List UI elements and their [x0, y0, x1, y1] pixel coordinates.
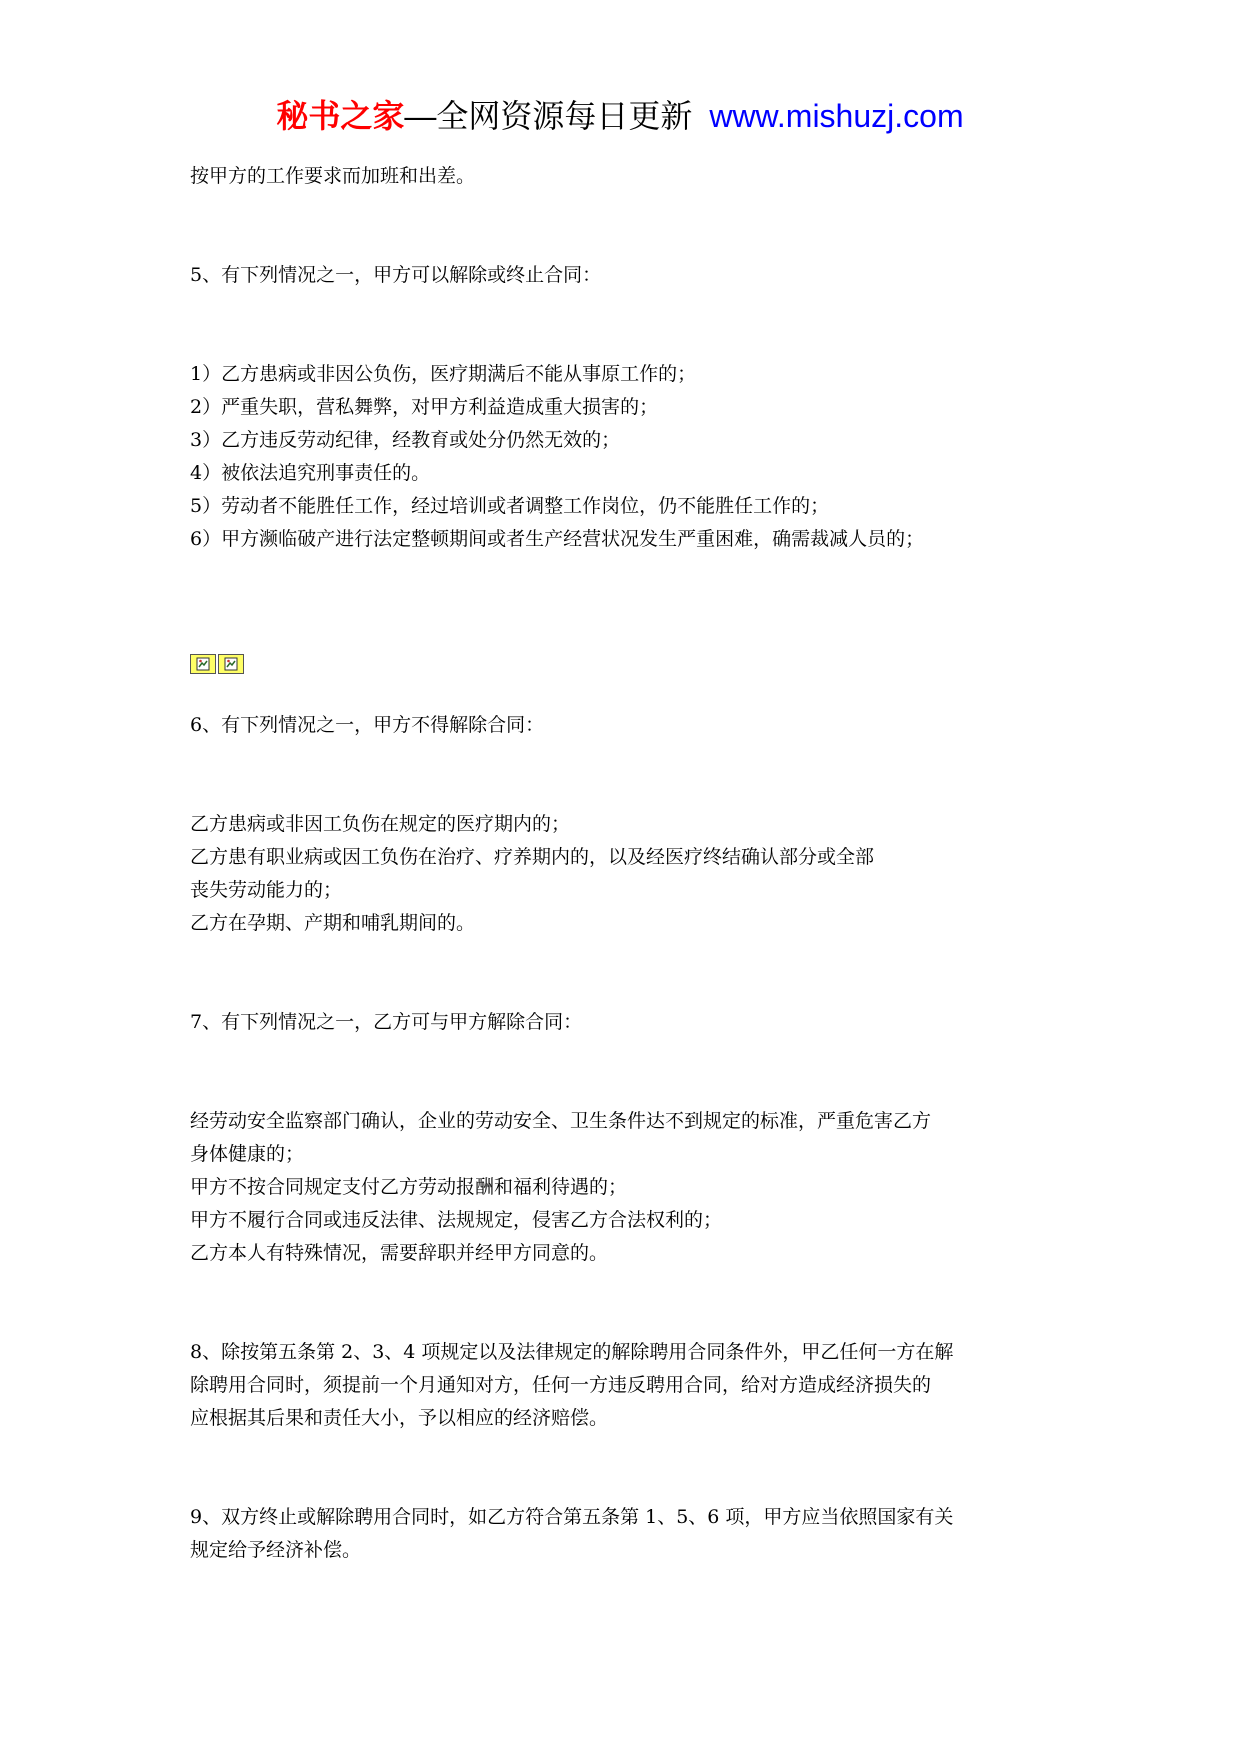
section-7-list — [190, 1105, 1070, 1270]
section-6-list — [190, 808, 1070, 940]
section-5-title: 5、有下列情况之一，甲方可以解除或终止合同： — [190, 264, 602, 286]
list-item: 乙方患病或非因工负伤在规定的医疗期内的； — [190, 813, 571, 835]
section-9-paragraph — [190, 1501, 1070, 1567]
section-8-paragraph — [190, 1336, 1070, 1435]
section-6-title: 6、有下列情况之一，甲方不得解除合同： — [190, 714, 545, 736]
list-item: 2）严重失职，营私舞弊，对甲方利益造成重大损害的； — [190, 396, 659, 418]
list-item: 6）甲方濒临破产进行法定整顿期间或者生产经营状况发生严重困难，确需裁减人员的； — [190, 528, 925, 550]
document-body — [190, 160, 1070, 1567]
embedded-image-placeholders — [190, 652, 1070, 676]
list-item: 丧失劳动能力的； — [190, 879, 343, 901]
broken-image-icon — [190, 654, 216, 674]
header-slogan: —全网资源每日更新 — [404, 98, 693, 134]
paragraph-line: 9、双方终止或解除聘用合同时，如乙方符合第五条第 1、5、6 项，甲方应当依照国家有关 — [190, 1506, 954, 1528]
list-item: 1）乙方患病或非因公负伤，医疗期满后不能从事原工作的； — [190, 363, 697, 385]
paragraph-line: 除聘用合同时，须提前一个月通知对方，任何一方违反聘用合同，给对方造成经济损失的 — [190, 1374, 932, 1396]
list-item: 乙方本人有特殊情况，需要辞职并经甲方同意的。 — [190, 1242, 609, 1264]
paragraph-line: 应根据其后果和责任大小，予以相应的经济赔偿。 — [190, 1407, 609, 1429]
list-item: 身体健康的； — [190, 1143, 305, 1165]
intro-line: 按甲方的工作要求而加班和出差。 — [190, 165, 476, 187]
list-item: 甲方不履行合同或违反法律、法规规定，侵害乙方合法权利的； — [190, 1209, 723, 1231]
broken-image-icon — [218, 654, 244, 674]
section-7-title: 7、有下列情况之一，乙方可与甲方解除合同： — [190, 1011, 583, 1033]
paragraph-line: 规定给予经济补偿。 — [190, 1539, 362, 1561]
list-item: 乙方在孕期、产期和哺乳期间的。 — [190, 912, 476, 934]
list-item: 乙方患有职业病或因工负伤在治疗、疗养期内的，以及经医疗终结确认部分或全部 — [190, 846, 875, 868]
list-item: 甲方不按合同规定支付乙方劳动报酬和福利待遇的； — [190, 1176, 628, 1198]
list-item: 3）乙方违反劳动纪律，经教育或处分仍然无效的； — [190, 429, 621, 451]
brand-name: 秘书之家 — [276, 98, 405, 134]
list-item: 经劳动安全监察部门确认，企业的劳动安全、卫生条件达不到规定的标准，严重危害乙方 — [190, 1110, 932, 1132]
list-item: 5）劳动者不能胜任工作，经过培训或者调整工作岗位，仍不能胜任工作的； — [190, 495, 830, 517]
site-url-link[interactable]: www.mishuzj.com — [709, 98, 964, 134]
site-header — [0, 96, 1240, 136]
paragraph-line: 8、除按第五条第 2、3、4 项规定以及法律规定的解除聘用合同条件外，甲乙任何一方在解 — [190, 1341, 954, 1363]
section-5-list — [190, 358, 1070, 556]
list-item: 4）被依法追究刑事责任的。 — [190, 462, 431, 484]
